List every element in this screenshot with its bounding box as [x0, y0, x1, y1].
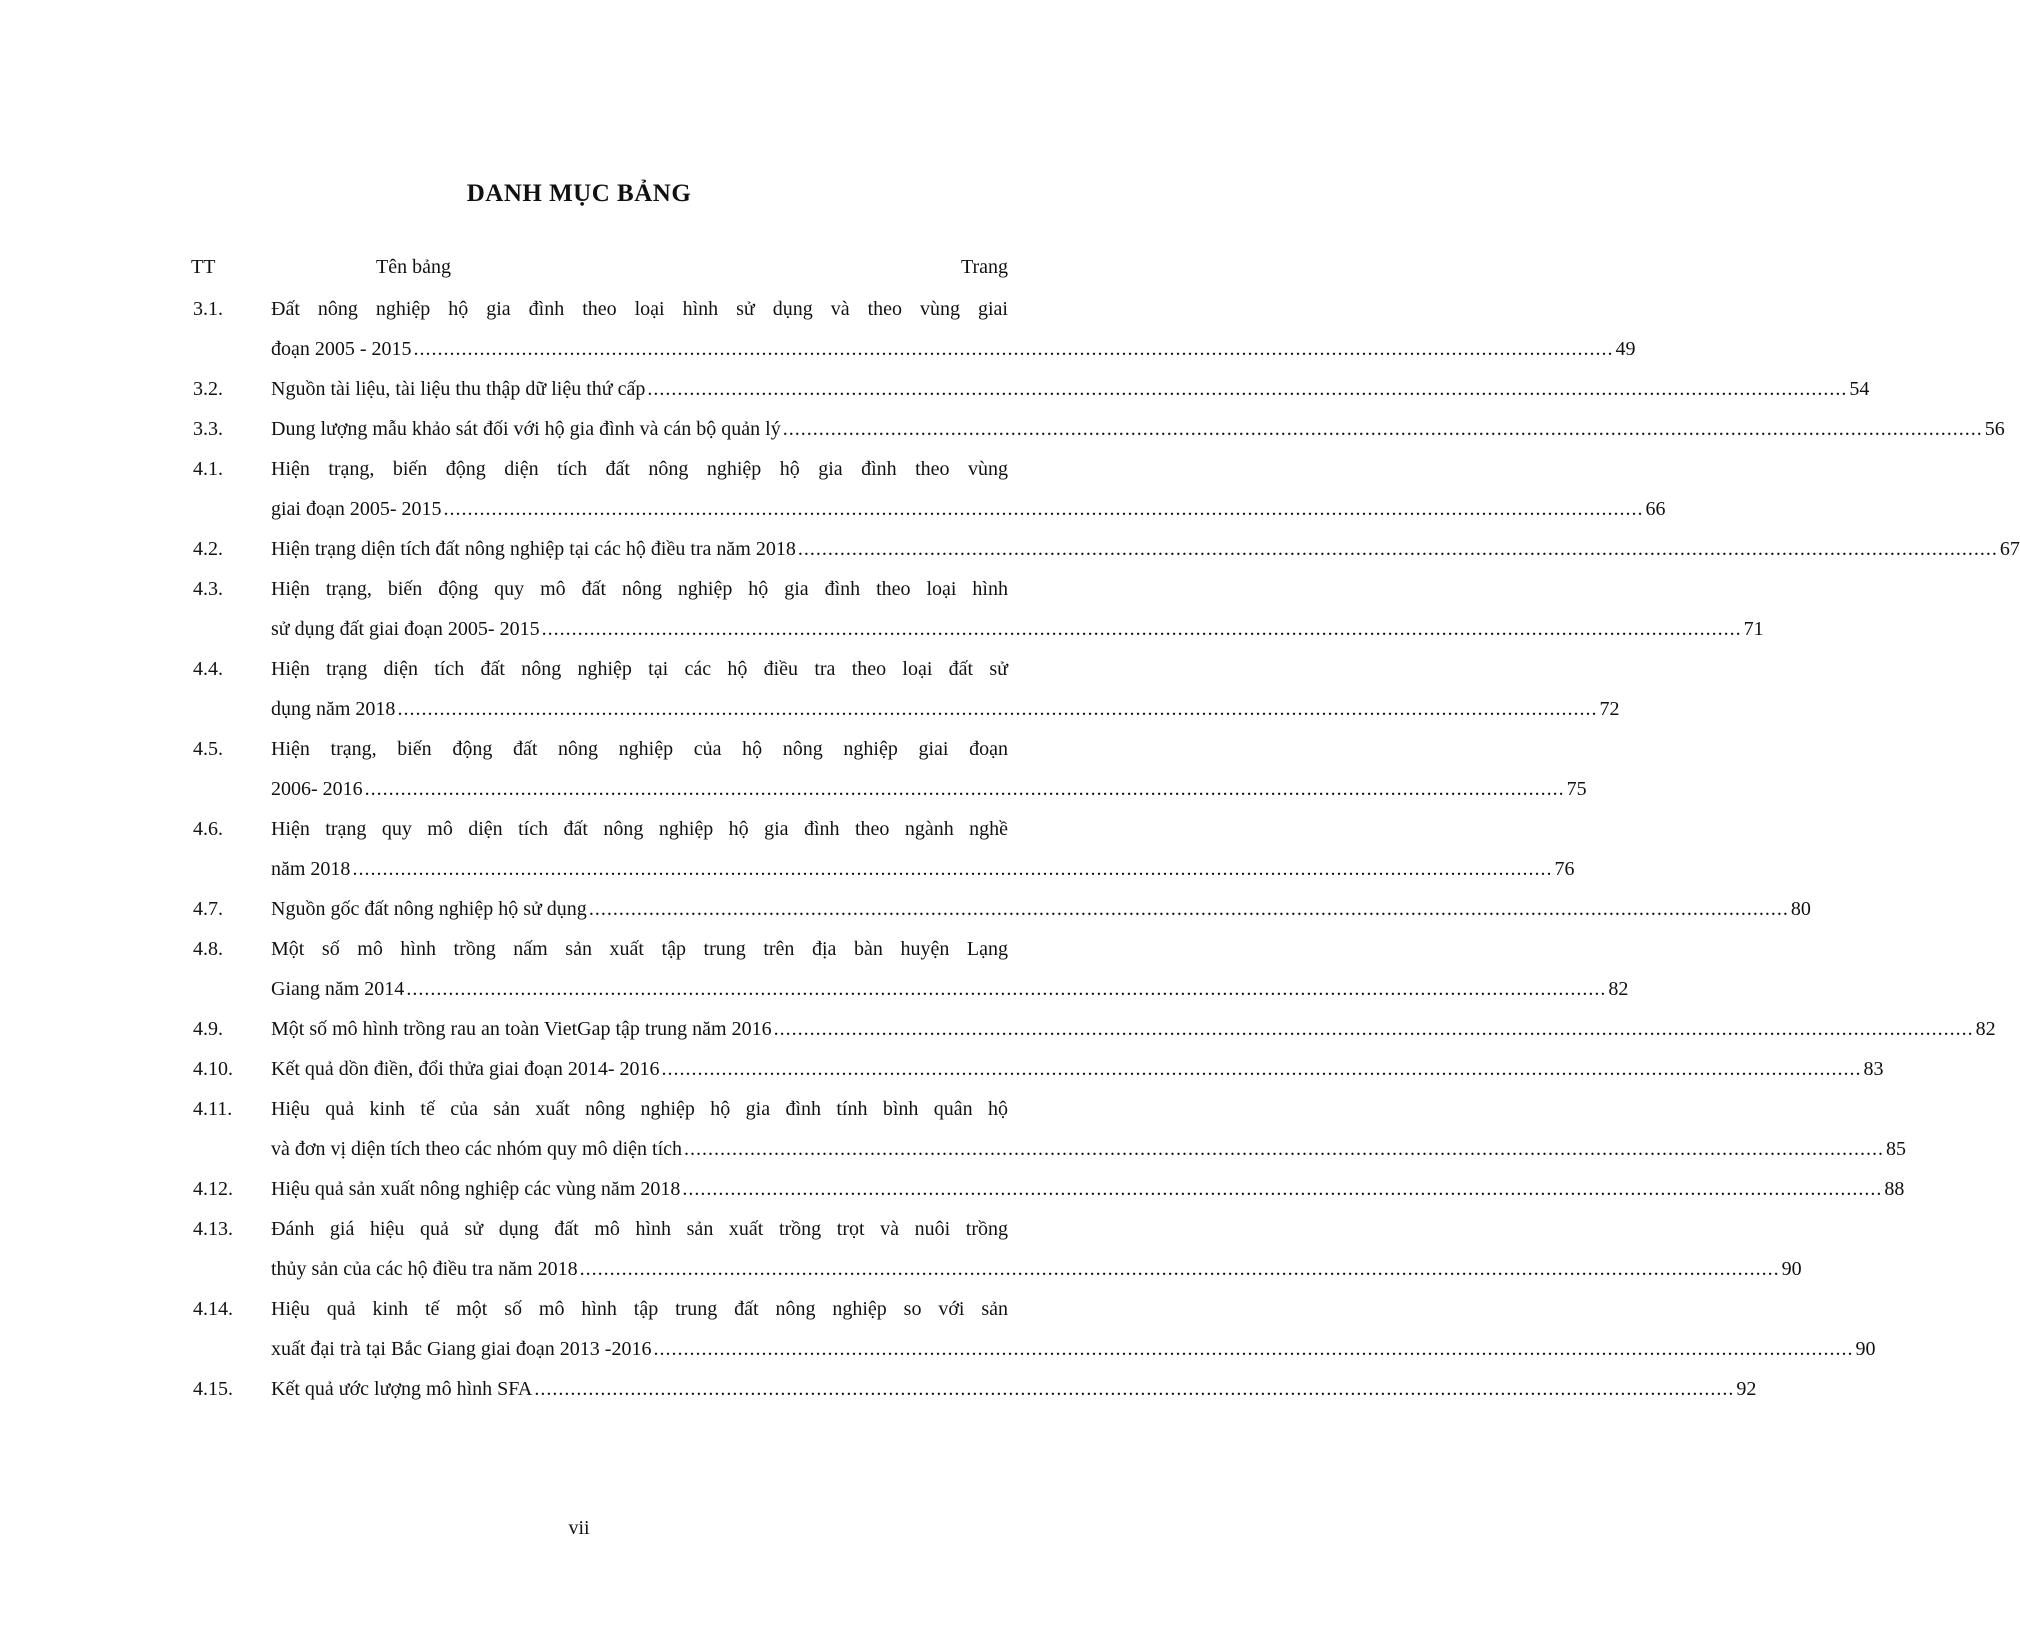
header-table-name: Tên bảng — [376, 256, 451, 278]
list-item — [0, 1289, 1876, 1369]
table-header — [0, 256, 1158, 286]
entry-number: 4.12. — [193, 1178, 233, 1200]
entry-last-line — [271, 1049, 1884, 1089]
list-item — [0, 289, 1636, 369]
entry-title-text: Hiện trạng diện tích đất nông nghiệp tại các hộ điều tra năm 2018 — [271, 538, 796, 560]
dot-leader: ........................................................................................................................................................................................................ — [413, 338, 1614, 360]
dot-leader: ........................................................................................................................................................................................................ — [406, 978, 1607, 1000]
entry-number: 4.13. — [193, 1218, 233, 1240]
entry-body — [271, 409, 2005, 449]
entry-page-number: 83 — [1863, 1058, 1884, 1080]
list-item — [0, 649, 1620, 729]
list-item — [0, 569, 1764, 649]
entry-last-line — [271, 1169, 1905, 1209]
entry-number: 4.5. — [193, 738, 223, 760]
list-item — [0, 409, 2005, 449]
entry-number: 4.15. — [193, 1378, 233, 1400]
entry-body — [271, 1209, 1802, 1289]
dot-leader: ........................................................................................................................................................................................................ — [782, 418, 1983, 440]
entry-page-number: 82 — [1608, 978, 1629, 1000]
list-item — [0, 1009, 1996, 1049]
entry-number: 4.14. — [193, 1298, 233, 1320]
entry-number: 4.4. — [193, 658, 223, 680]
entry-last-line — [271, 1009, 1996, 1049]
entry-title-text: 2006- 2016 — [271, 778, 363, 800]
entry-body — [271, 289, 1636, 369]
entry-body — [271, 929, 1629, 1009]
entry-title-line: Hiện trạng, biến động quy mô đất nông nghiệp hộ gia đình theo loại hình — [271, 578, 1008, 600]
dot-leader: ........................................................................................................................................................................................................ — [579, 1258, 1780, 1280]
dot-leader: ........................................................................................................................................................................................................ — [684, 1138, 1885, 1160]
header-tt: TT — [191, 256, 216, 278]
entry-title-text: Kết quả dồn điền, đổi thửa giai đoạn 2014- 2016 — [271, 1058, 660, 1080]
dot-leader: ........................................................................................................................................................................................................ — [534, 1378, 1735, 1400]
entry-body — [271, 529, 2020, 569]
entry-title-text: Nguồn tài liệu, tài liệu thu thập dữ liệu thứ cấp — [271, 378, 646, 400]
entry-page-number: 76 — [1554, 858, 1575, 880]
entry-body — [271, 1169, 1905, 1209]
list-item — [0, 1209, 1802, 1289]
list-item — [0, 1089, 1907, 1169]
list-item — [0, 1169, 1905, 1209]
entry-title-line: Hiện trạng quy mô diện tích đất nông nghiệp hộ gia đình theo ngành nghề — [271, 818, 1008, 840]
entry-title-text: năm 2018 — [271, 858, 351, 880]
list-item — [0, 449, 1666, 529]
entry-body — [271, 449, 1666, 529]
entry-last-line — [271, 769, 1587, 809]
entry-last-line — [271, 409, 2005, 449]
entry-body — [271, 729, 1587, 809]
entry-title-text: Hiệu quả sản xuất nông nghiệp các vùng năm 2018 — [271, 1178, 681, 1200]
entry-body — [271, 1369, 1757, 1409]
entry-page-number: 90 — [1781, 1258, 1802, 1280]
entry-page-number: 82 — [1975, 1018, 1996, 1040]
list-item — [0, 1369, 1757, 1409]
dot-leader: ........................................................................................................................................................................................................ — [364, 778, 1565, 800]
entry-title-line: Đất nông nghiệp hộ gia đình theo loại hình sử dụng và theo vùng giai — [271, 298, 1008, 320]
entry-title-text: và đơn vị diện tích theo các nhóm quy mô diện tích — [271, 1138, 683, 1160]
list-item — [0, 809, 1575, 889]
entry-title-text: Dung lượng mẫu khảo sát đối với hộ gia đình và cán bộ quản lý — [271, 418, 781, 440]
dot-leader: ........................................................................................................................................................................................................ — [682, 1178, 1883, 1200]
entry-page-number: 90 — [1855, 1338, 1876, 1360]
page-number: vii — [568, 1517, 590, 1539]
entry-page-number: 75 — [1566, 778, 1587, 800]
entry-number: 3.3. — [193, 418, 223, 440]
page-title: DANH MỤC BẢNG — [466, 180, 692, 207]
entry-title-line: Hiện trạng, biến động đất nông nghiệp của hộ nông nghiệp giai đoạn — [271, 738, 1008, 760]
dot-leader: ........................................................................................................................................................................................................ — [397, 698, 1598, 720]
entry-number: 4.1. — [193, 458, 223, 480]
entry-body — [271, 1289, 1876, 1369]
entry-body — [271, 569, 1764, 649]
entry-title-text: giai đoạn 2005- 2015 — [271, 498, 442, 520]
entry-body — [271, 1009, 1996, 1049]
entry-body — [271, 809, 1575, 889]
entry-last-line — [271, 529, 2020, 569]
entry-page-number: 88 — [1884, 1178, 1905, 1200]
entry-last-line — [271, 1249, 1802, 1289]
entry-body — [271, 1049, 1884, 1089]
dot-leader: ........................................................................................................................................................................................................ — [647, 378, 1848, 400]
header-page: Trang — [960, 256, 1008, 278]
entry-title-text: xuất đại trà tại Bắc Giang giai đoạn 2013 -2016 — [271, 1338, 652, 1360]
entry-page-number: 56 — [1984, 418, 2005, 440]
entry-title-text: Nguồn gốc đất nông nghiệp hộ sử dụng — [271, 898, 587, 920]
entry-page-number: 80 — [1790, 898, 1811, 920]
entry-page-number: 92 — [1736, 1378, 1757, 1400]
entry-title-line: Hiện trạng diện tích đất nông nghiệp tại các hộ điều tra theo loại đất sử — [271, 658, 1008, 680]
entry-last-line — [271, 969, 1629, 1009]
entry-last-line — [271, 849, 1575, 889]
entry-page-number: 67 — [1999, 538, 2020, 560]
entry-page-number: 71 — [1743, 618, 1764, 640]
entry-page-number: 72 — [1599, 698, 1620, 720]
entry-body — [271, 649, 1620, 729]
dot-leader: ........................................................................................................................................................................................................ — [588, 898, 1789, 920]
entry-last-line — [271, 1129, 1907, 1169]
entry-title-text: đoạn 2005 - 2015 — [271, 338, 412, 360]
entry-title-line: Một số mô hình trồng nấm sản xuất tập trung trên địa bàn huyện Lạng — [271, 938, 1008, 960]
entry-last-line — [271, 1369, 1757, 1409]
entry-title-text: Một số mô hình trồng rau an toàn VietGap tập trung năm 2016 — [271, 1018, 772, 1040]
entry-title-line: Hiệu quả kinh tế của sản xuất nông nghiệp hộ gia đình tính bình quân hộ — [271, 1098, 1008, 1120]
entry-last-line — [271, 489, 1666, 529]
entry-title-line: Đánh giá hiệu quả sử dụng đất mô hình sản xuất trồng trọt và nuôi trồng — [271, 1218, 1008, 1240]
entry-number: 4.2. — [193, 538, 223, 560]
dot-leader: ........................................................................................................................................................................................................ — [443, 498, 1644, 520]
entry-title-text: Giang năm 2014 — [271, 978, 405, 1000]
entry-title-line: Hiệu quả kinh tế một số mô hình tập trung đất nông nghiệp so với sản — [271, 1298, 1008, 1320]
list-item — [0, 929, 1629, 1009]
list-item — [0, 369, 1870, 409]
list-item — [0, 729, 1587, 809]
entry-title-text: Kết quả ước lượng mô hình SFA — [271, 1378, 533, 1400]
table-list — [0, 289, 2020, 1409]
list-item — [0, 1049, 1884, 1089]
entry-page-number: 85 — [1886, 1138, 1907, 1160]
entry-body — [271, 889, 1811, 929]
dot-leader: ........................................................................................................................................................................................................ — [653, 1338, 1854, 1360]
entry-number: 4.6. — [193, 818, 223, 840]
entry-page-number: 49 — [1615, 338, 1636, 360]
entry-title-text: thủy sản của các hộ điều tra năm 2018 — [271, 1258, 578, 1280]
entry-number: 4.11. — [193, 1098, 233, 1120]
entry-page-number: 66 — [1645, 498, 1666, 520]
entry-number: 4.9. — [193, 1018, 223, 1040]
entry-number: 3.2. — [193, 378, 223, 400]
entry-number: 4.7. — [193, 898, 223, 920]
entry-number: 4.3. — [193, 578, 223, 600]
dot-leader: ........................................................................................................................................................................................................ — [352, 858, 1553, 880]
dot-leader: ........................................................................................................................................................................................................ — [661, 1058, 1862, 1080]
entry-body — [271, 1089, 1907, 1169]
entry-title-text: dụng năm 2018 — [271, 698, 396, 720]
entry-title-text: sử dụng đất giai đoạn 2005- 2015 — [271, 618, 540, 640]
dot-leader: ........................................................................................................................................................................................................ — [797, 538, 1998, 560]
list-item — [0, 889, 1811, 929]
entry-last-line — [271, 369, 1870, 409]
entry-title-line: Hiện trạng, biến động diện tích đất nông nghiệp hộ gia đình theo vùng — [271, 458, 1008, 480]
entry-last-line — [271, 689, 1620, 729]
entry-last-line — [271, 1329, 1876, 1369]
dot-leader: ........................................................................................................................................................................................................ — [541, 618, 1742, 640]
list-item — [0, 529, 2020, 569]
entry-number: 4.8. — [193, 938, 223, 960]
entry-last-line — [271, 889, 1811, 929]
entry-last-line — [271, 609, 1764, 649]
entry-body — [271, 369, 1870, 409]
entry-number: 4.10. — [193, 1058, 233, 1080]
entry-last-line — [271, 329, 1636, 369]
dot-leader: ........................................................................................................................................................................................................ — [773, 1018, 1974, 1040]
entry-page-number: 54 — [1849, 378, 1870, 400]
entry-number: 3.1. — [193, 298, 223, 320]
